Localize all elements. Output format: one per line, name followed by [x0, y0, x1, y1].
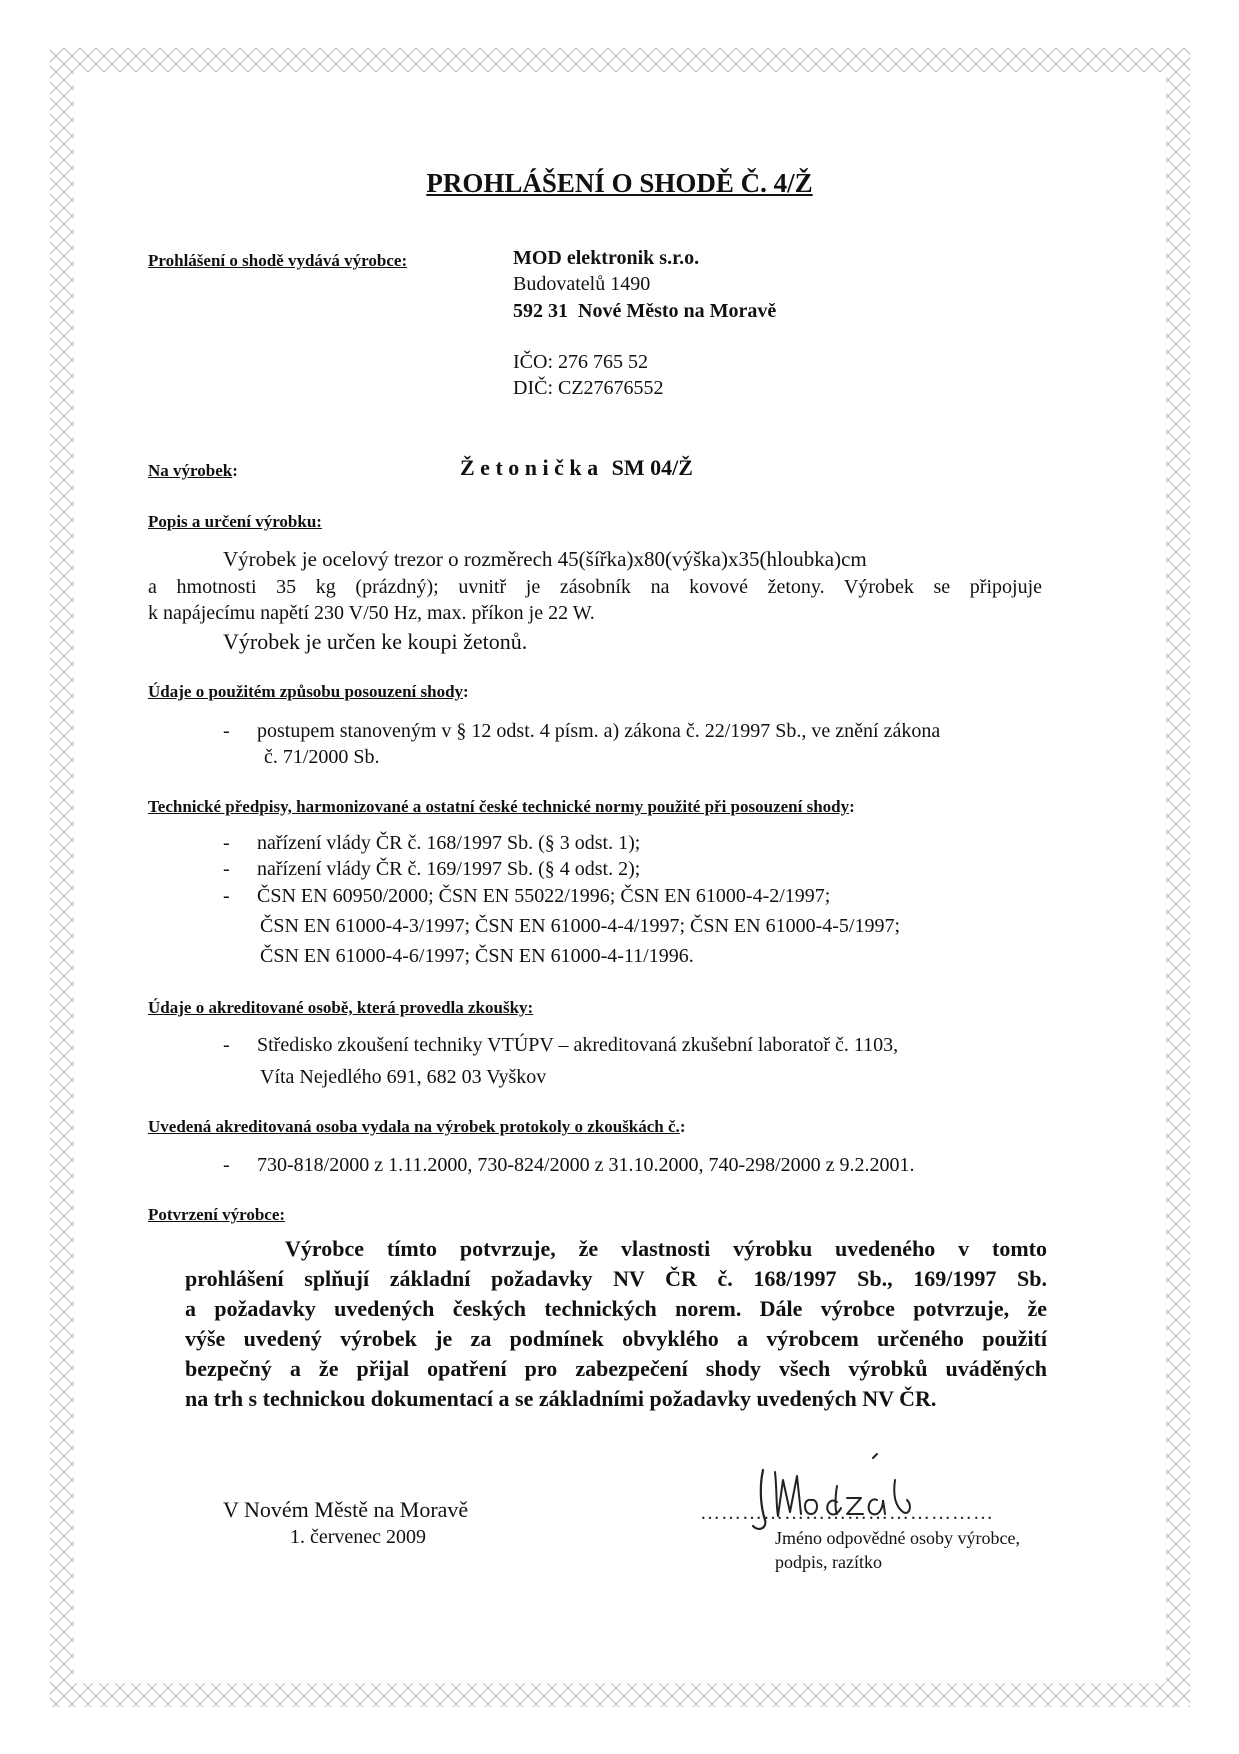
list-dash: -: [223, 832, 230, 854]
confirmation-line: a požadavky uvedených českých technických norem. Dále výrobce potvrzuje, že: [185, 1296, 1047, 1321]
description-line: Výrobek je ocelový trezor o rozměrech 45(šířka)x80(výška)x35(hloubka)cm: [223, 547, 867, 571]
list-item-continuation: Víta Nejedlého 691, 682 03 Vyškov: [260, 1066, 547, 1088]
handwritten-signature: [745, 1450, 945, 1535]
confirmation-line: výše uvedený výrobek je za podmínek obvyklého a výrobcem určeného použití: [185, 1326, 1047, 1351]
place: V Novém Městě na Moravě: [223, 1497, 469, 1522]
confirmation-line: bezpečný a že přijal opatření pro zabezpečení shody všech výrobků uváděných: [185, 1356, 1047, 1381]
signature-caption: podpis, razítko: [775, 1552, 882, 1572]
assessment-label: Údaje o použitém způsobu posouzení shody: [148, 682, 464, 701]
issuer-street: Budovatelů 1490: [513, 273, 651, 295]
product-model: SM 04/Ž: [611, 455, 693, 480]
description-line: k napájecímu napětí 230 V/50 Hz, max. příkon je 22 W.: [148, 602, 595, 624]
list-item-continuation: ČSN EN 61000-4-3/1997; ČSN EN 61000-4-4/1997; ČSN EN 61000-4-5/1997;: [260, 915, 900, 937]
product-label-colon: :: [232, 461, 238, 480]
assessment-label-colon: :: [463, 682, 469, 701]
list-dash: -: [223, 720, 230, 742]
product-name: Ž e t o n i č k a: [460, 455, 599, 480]
standards-label-row: [148, 797, 855, 817]
description-label: Popis a určení výrobku:: [148, 512, 322, 531]
product-label: Na výrobek: [148, 461, 233, 480]
description-line: a hmotnosti 35 kg (prázdný); uvnitř je zásobník na kovové žetony. Výrobek se připojuje: [148, 576, 1042, 598]
issuer-dic: DIČ: CZ27676552: [513, 377, 664, 399]
list-item-continuation: č. 71/2000 Sb.: [264, 746, 380, 768]
list-item: 730-818/2000 z 1.11.2000, 730-824/2000 z 31.10.2000, 740-298/2000 z 9.2.2001.: [257, 1154, 915, 1176]
list-item: nařízení vlády ČR č. 169/1997 Sb. (§ 4 odst. 2);: [257, 858, 641, 880]
product-label-row: [148, 461, 238, 481]
list-dash: -: [223, 885, 230, 907]
assessment-label-row: [148, 682, 469, 702]
confirmation-label: Potvrzení výrobce:: [148, 1205, 286, 1224]
accredited-label: Údaje o akreditované osobě, která provedla zkoušky:: [148, 998, 534, 1017]
product-name-row: [460, 455, 693, 481]
list-item: ČSN EN 60950/2000; ČSN EN 55022/1996; ČSN EN 61000-4-2/1997;: [257, 885, 831, 907]
list-dash: -: [223, 1034, 230, 1056]
signature-dots: ……………………………………: [700, 1502, 994, 1524]
issuer-ico: IČO: 276 765 52: [513, 351, 648, 373]
issuer-label: Prohlášení o shodě vydává výrobce:: [148, 251, 408, 270]
standards-label-colon: :: [849, 797, 855, 816]
protocols-label-colon: :: [679, 1117, 686, 1136]
list-item: Středisko zkoušení techniky VTÚPV – akreditovaná zkušební laboratoř č. 1103,: [257, 1034, 899, 1056]
issuer-city: 592 31 Nové Město na Moravě: [513, 300, 777, 322]
list-item: postupem stanoveným v § 12 odst. 4 písm. a) zákona č. 22/1997 Sb., ve znění zákona: [257, 720, 941, 742]
issuer-name: MOD elektronik s.r.o.: [513, 247, 700, 269]
confirmation-line: na trh s technickou dokumentací a se základními požadavky uvedených NV ČR.: [185, 1386, 937, 1411]
list-dash: -: [223, 858, 230, 880]
list-dash: -: [223, 1154, 230, 1176]
protocols-label: Uvedená akreditovaná osoba vydala na výrobek protokoly o zkouškách č.: [148, 1117, 680, 1136]
document-title: PROHLÁŠENÍ O SHODĚ Č. 4/Ž: [426, 168, 813, 198]
confirmation-line: Výrobce tímto potvrzuje, že vlastnosti výrobku uvedeného v tomto: [285, 1236, 1047, 1261]
list-item-continuation: ČSN EN 61000-4-6/1997; ČSN EN 61000-4-11/1996.: [260, 945, 694, 967]
date: 1. červenec 2009: [290, 1526, 427, 1548]
signature-caption: Jméno odpovědné osoby výrobce,: [775, 1528, 1020, 1548]
list-item: nařízení vlády ČR č. 168/1997 Sb. (§ 3 odst. 1);: [257, 832, 641, 854]
standards-label: Technické předpisy, harmonizované a ostatní české technické normy použité při posouzení shody: [148, 797, 850, 816]
confirmation-line: prohlášení splňují základní požadavky NV ČR č. 168/1997 Sb., 169/1997 Sb.: [185, 1266, 1047, 1291]
description-line: Výrobek je určen ke koupi žetonů.: [223, 629, 528, 654]
protocols-label-row: [148, 1117, 685, 1137]
